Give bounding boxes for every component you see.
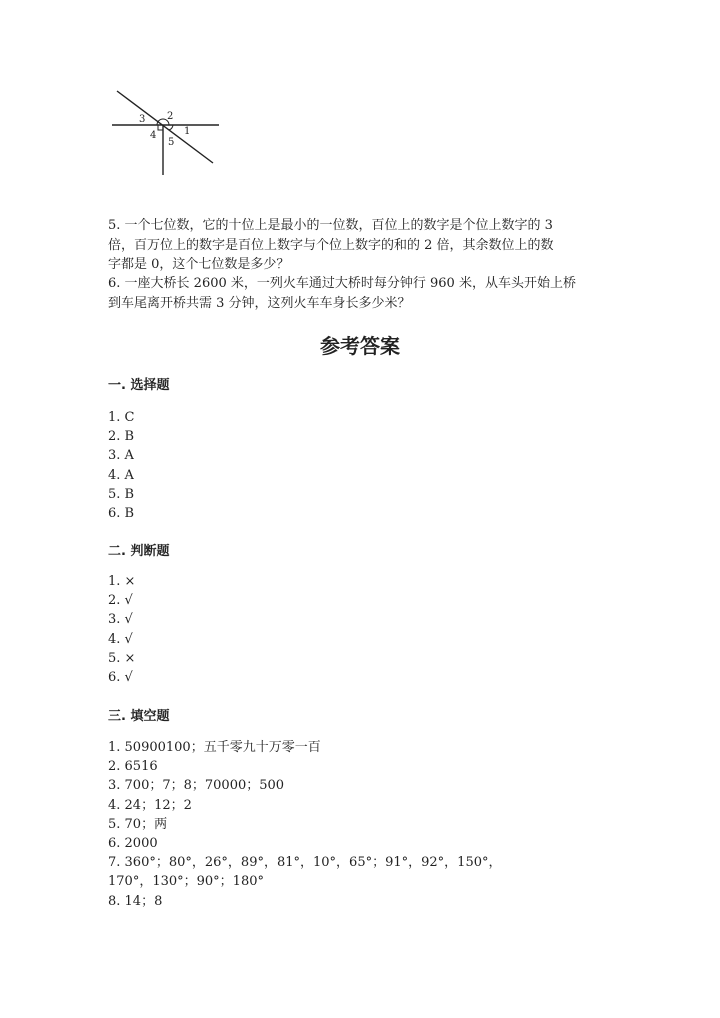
answer-item: 170°，130°；90°；180°	[108, 874, 264, 890]
angle-label-1: 1	[184, 126, 191, 137]
answer-item: 4. 24；12；2	[108, 797, 192, 813]
angle-label-4: 4	[150, 130, 157, 141]
section-heading: 二. 判断题	[108, 544, 170, 559]
answer-list	[108, 738, 502, 911]
answer-item: 7. 360°；80°，26°，89°，81°，10°，65°；91°，92°，150°，	[108, 855, 502, 871]
answer-item: 1. C	[108, 410, 135, 425]
answer-item: 4. √	[108, 631, 133, 647]
answer-item: 2. B	[108, 429, 135, 445]
answer-list	[108, 572, 135, 687]
answer-list	[108, 408, 134, 523]
section-heading: 一. 选择题	[108, 378, 170, 393]
angle-diagram	[0, 0, 720, 200]
angle-label-5: 5	[168, 137, 175, 148]
answer-item: 3. A	[108, 448, 134, 464]
answer-item: 5. 70；两	[108, 816, 168, 832]
problem-line: 到车尾离开桥共需 3 分钟，这列火车车身长多少米？	[108, 295, 411, 311]
answer-item: 8. 14；8	[108, 893, 163, 909]
problem-5	[108, 216, 554, 275]
answer-item: 6. B	[108, 505, 135, 521]
answer-item: 6. 2000	[108, 835, 158, 851]
problem-line: 倍，百万位上的数字是百位上数字与个位上数字的和的 2 倍，其余数位上的数	[108, 237, 554, 253]
problem-line: 字都是 0，这个七位数是多少？	[108, 257, 290, 272]
angle-label-2: 2	[167, 111, 174, 122]
answer-item: 1. ×	[108, 574, 136, 589]
diagonal-line	[117, 91, 213, 163]
problem-6	[108, 274, 576, 313]
answer-item: 1. 50900100；五千零九十万零一百	[108, 740, 321, 755]
answer-item: 4. A	[108, 467, 134, 483]
problem-line: 5. 一个七位数，它的十位上是最小的一位数，百位上的数字是个位上数字的 3	[108, 218, 553, 233]
answer-item: 5. B	[108, 486, 135, 502]
answers-title: 参考答案	[320, 334, 400, 358]
answer-item: 2. √	[108, 593, 133, 609]
answer-item: 5. ×	[108, 650, 136, 666]
problem-line: 6. 一座大桥长 2600 米，一列火车通过大桥时每分钟行 960 米，从车头开始上桥	[108, 276, 576, 291]
answer-item: 3. 700；7；8；70000；500	[108, 778, 285, 794]
answer-item: 6. √	[108, 669, 133, 685]
angle-label-3: 3	[139, 114, 146, 125]
answer-item: 3. √	[108, 612, 133, 628]
answer-item: 2. 6516	[108, 759, 158, 775]
section-heading: 三. 填空题	[108, 709, 170, 724]
